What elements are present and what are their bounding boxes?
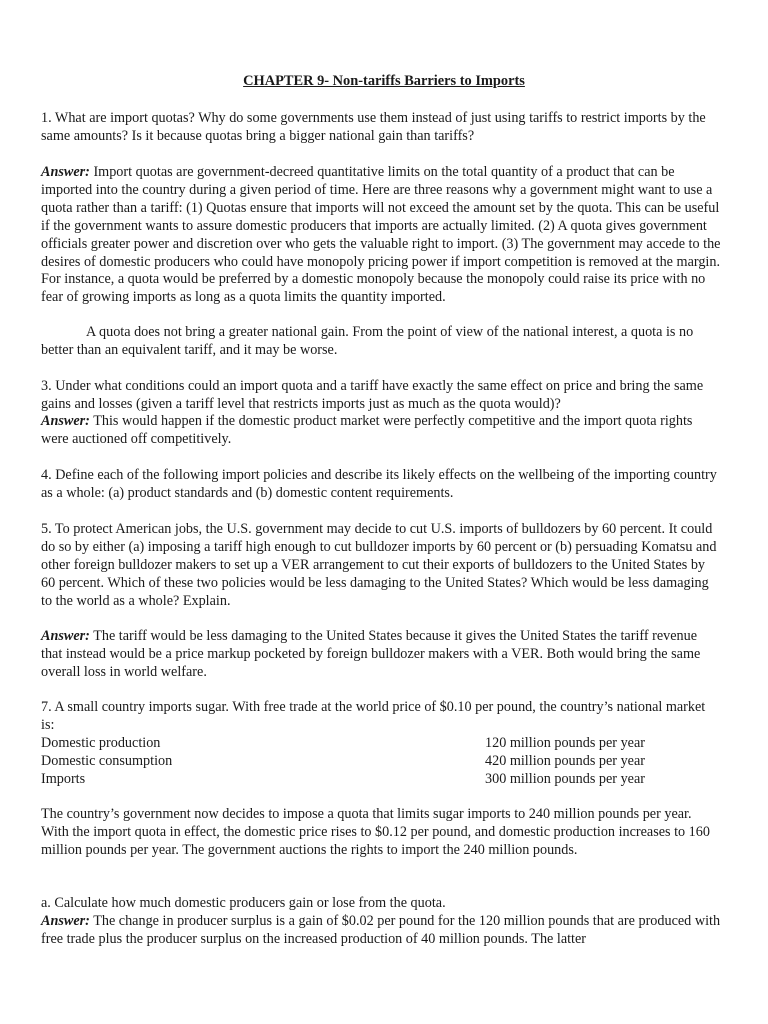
answer-label: Answer: — [41, 913, 90, 929]
answer-7a — [41, 913, 721, 949]
answer-1-continued: A quota does not bring a greater national gain. From the point of view of the national interest, a quota is no better than an equivalent tariff, and it may be worse. — [41, 324, 694, 358]
answer-1-text: Import quotas are government-decreed quantitative limits on the total quantity of a product that can be imported into the country during a given period of time. Here are three reasons why a government might want to use a quota rather than a tariff: (1) Quotas ensure that imports will not exceed the amount set by the quota. This can be useful if the government wants to assure domestic producers that imports are actually limited. (2) A quota gives government officials greater power and discretion over who gets the valuable right to import. (3) The government may accede to the desires of domestic producers who could have monopoly pricing power if import competition is removed at the margin. For instance, a quota would be preferred by a domestic monopoly because the monopoly could raise its price with no fear of growing imports as long as a quota limits the quantity imported. — [41, 164, 721, 306]
question-4: 4. Define each of the following import policies and describe its likely effects on the wellbeing of the importing country as a whole: (a) product standards and (b) domestic content requirements. — [41, 467, 717, 501]
question-5: 5. To protect American jobs, the U.S. government may decide to cut U.S. imports of bulldozers by 60 percent. It could do so by either (a) imposing a tariff high enough to cut bulldozer imports by 60 percent or (b) persuading Komatsu and other foreign bulldozer makers to set up a VER arrangement to cut their exports of bulldozers to the United States by 60 percent. Which of these two policies would be less damaging to the United States? Which would be less damaging to the world as a whole? Explain. — [41, 521, 717, 609]
answer-1 — [41, 164, 721, 307]
market-row-production — [41, 735, 721, 753]
answer-3-text: This would happen if the domestic product market were perfectly competitive and the import quota rights were auctioned off competitively. — [41, 413, 693, 447]
answer-label: Answer: — [41, 413, 90, 429]
question-3: 3. Under what conditions could an import quota and a tariff have exactly the same effect on price and bring the same gains and losses (given a tariff level that restricts imports just as much as the quota would)? — [41, 378, 704, 412]
question-7a: a. Calculate how much domestic producers gain or lose from the quota. — [41, 895, 446, 911]
market-row-imports — [41, 771, 721, 789]
answer-5 — [41, 628, 721, 682]
question-1: 1. What are import quotas? Why do some governments use them instead of just using tariffs to restrict imports by the same amounts? Is it because quotas bring a bigger national gain than tariffs? — [41, 110, 706, 144]
market-label: Domestic production — [41, 735, 161, 751]
market-value: 120 million pounds per year — [485, 735, 645, 751]
question-7-scenario: The country’s government now decides to impose a quota that limits sugar imports to 240 million pounds per year. With the import quota in effect, the domestic price rises to $0.12 per pound, and domestic production increases to 160 million pounds per year. The government auctions the rights to import the 240 million pounds. — [41, 806, 710, 858]
market-value: 420 million pounds per year — [485, 753, 645, 769]
answer-3 — [41, 413, 721, 449]
market-label: Domestic consumption — [41, 753, 173, 769]
answer-7a-text: The change in producer surplus is a gain of $0.02 per pound for the 120 million pounds that are produced with free trade plus the producer surplus on the increased production of 40 million pounds. The latter — [41, 913, 721, 947]
answer-label: Answer: — [41, 164, 90, 180]
market-label: Imports — [41, 771, 86, 787]
chapter-title: CHAPTER 9- Non-tariffs Barriers to Imports — [243, 73, 525, 89]
market-row-consumption — [41, 753, 721, 771]
answer-label: Answer: — [41, 628, 90, 644]
market-value: 300 million pounds per year — [485, 771, 645, 787]
question-7: 7. A small country imports sugar. With free trade at the world price of $0.10 per pound, the country’s national market is: — [41, 699, 706, 733]
answer-5-text: The tariff would be less damaging to the United States because it gives the United States the tariff revenue that instead would be a price markup pocketed by foreign bulldozer makers with a VER. Both would bring the same overall loss in world welfare. — [41, 628, 701, 680]
